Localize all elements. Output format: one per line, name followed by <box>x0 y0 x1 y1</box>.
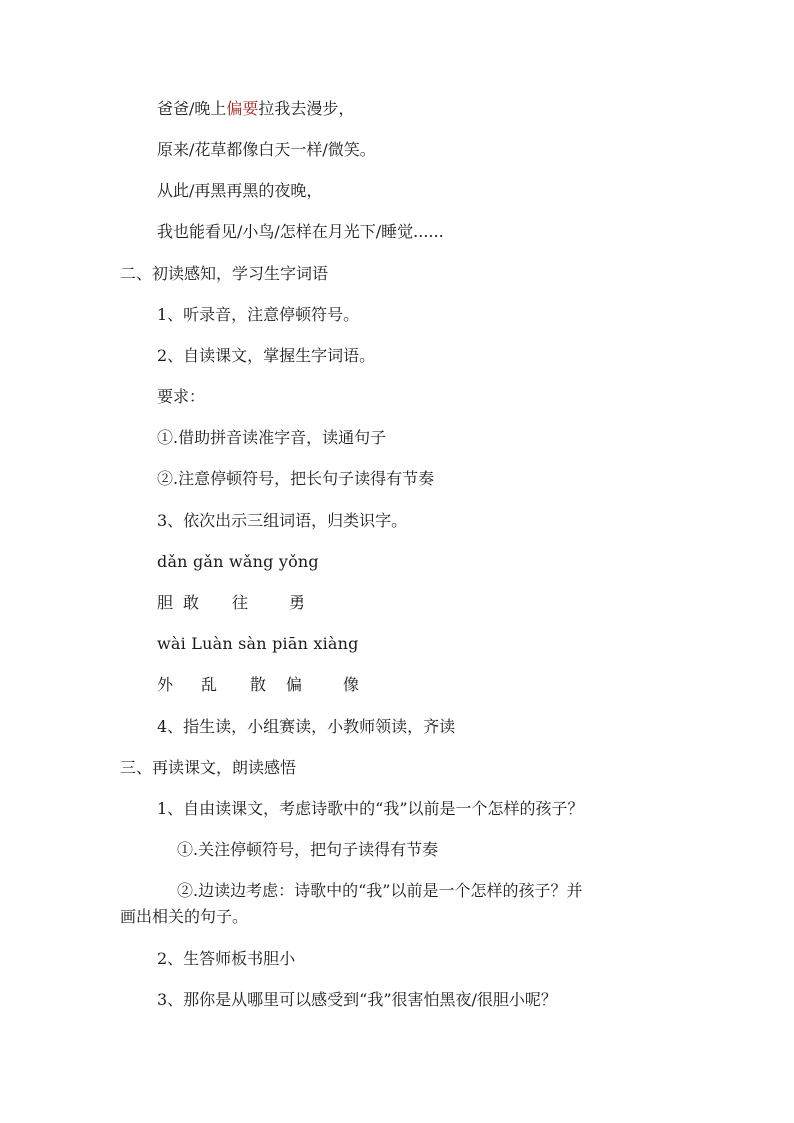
poem-line-1-start: 爸爸/晚上 <box>157 99 227 118</box>
requirement-1: ①.借助拼音读准字音，读通句子 <box>157 428 387 447</box>
hanzi-char: 散 <box>250 675 267 694</box>
section-2-item-2: 2、自读课文，掌握生字词语。 <box>157 346 376 365</box>
hanzi-char: 乱 <box>201 675 218 694</box>
poem-line-3: 从此/再黑再黑的夜晚， <box>157 181 323 200</box>
hanzi-char: 偏 <box>286 675 303 694</box>
poem-line-1 <box>157 98 354 120</box>
pinyin-word: wài <box>157 634 186 653</box>
word-group-1-chars <box>157 592 305 614</box>
pinyin-word: xiàng <box>313 634 359 653</box>
section-2-heading: 二、初读感知，学习生字词语 <box>120 264 329 283</box>
requirements-label: 要求： <box>157 387 206 406</box>
section-3-sub-2-line-2: 画出相关的句子。 <box>120 907 249 926</box>
section-3-sub-1: ①.关注停顿符号，把句子读得有节奏 <box>177 840 439 859</box>
poem-line-4: 我也能看见/小鸟/怎样在月光下/睡觉...... <box>157 222 444 241</box>
hanzi-char: 勇 <box>289 593 306 612</box>
hanzi-char: 敢 <box>183 593 200 612</box>
word-group-2-chars <box>157 674 359 696</box>
requirement-2: ②.注意停顿符号，把长句子读得有节奏 <box>157 469 435 488</box>
poem-line-2: 原来/花草都像白天一样/微笑。 <box>157 140 376 159</box>
section-3-sub-2-line-1: ②.边读边考虑：诗歌中的“我”以前是一个怎样的孩子？并 <box>177 881 583 900</box>
section-3-heading: 三、再读课文，朗读感悟 <box>120 758 297 777</box>
hanzi-char: 像 <box>343 675 360 694</box>
section-2-item-4: 4、指生读，小组赛读，小教师领读，齐读 <box>157 717 456 736</box>
pinyin-word: Luàn <box>191 634 233 653</box>
hanzi-char: 往 <box>232 593 249 612</box>
word-group-2-pinyin <box>157 633 359 655</box>
hanzi-char: 外 <box>157 675 174 694</box>
pinyin-word: yǒng <box>278 552 319 571</box>
section-2-item-1: 1、听录音，注意停顿符号。 <box>157 305 360 324</box>
pinyin-word: sàn <box>238 634 267 653</box>
section-2-item-3: 3、依次出示三组词语，归类识字。 <box>157 511 408 530</box>
word-group-1-pinyin <box>157 551 319 573</box>
section-3-item-1: 1、自由读课文，考虑诗歌中的“我”以前是一个怎样的孩子？ <box>157 799 584 818</box>
section-3-item-2: 2、生答师板书胆小 <box>157 949 296 968</box>
poem-line-1-end: 拉我去漫步， <box>258 99 355 118</box>
section-3-item-3: 3、那你是从哪里可以感受到“我”很害怕黑夜/很胆小呢？ <box>157 990 557 1009</box>
highlighted-word: 偏要 <box>226 99 259 118</box>
pinyin-word: dǎn <box>157 552 188 571</box>
hanzi-char: 胆 <box>157 593 174 612</box>
pinyin-word: gǎn <box>192 552 224 571</box>
pinyin-word: piān <box>272 634 309 653</box>
pinyin-word: wǎng <box>228 552 274 571</box>
